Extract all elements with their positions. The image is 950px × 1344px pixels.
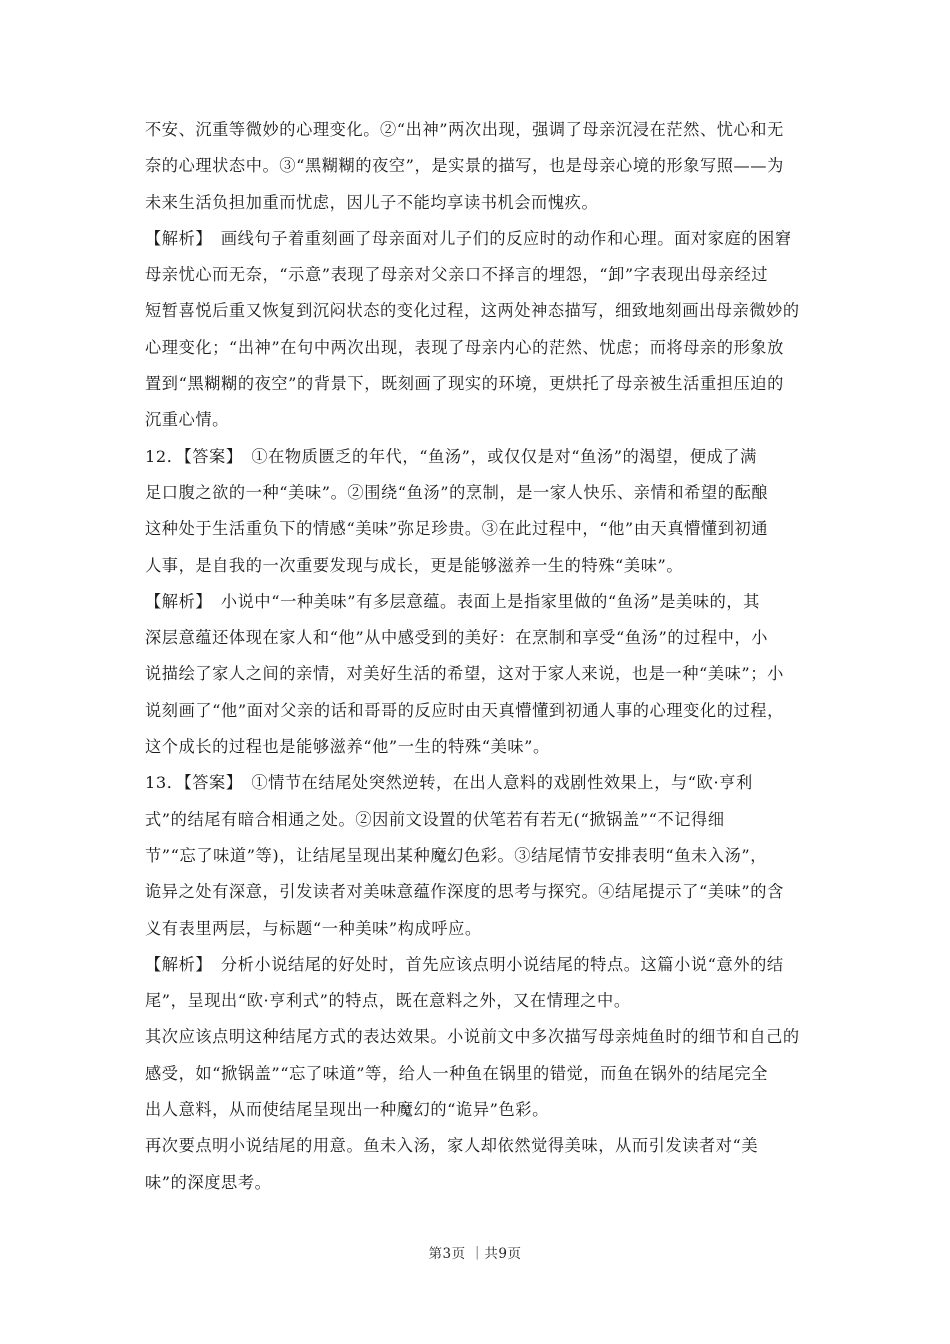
text-line: 【解析】 画线句子着重刻画了母亲面对儿子们的反应时的动作和心理。面对家庭的困窘 bbox=[145, 228, 792, 248]
text-line: 味”的深度思考。 bbox=[145, 1172, 272, 1192]
text-line: 人事，是自我的一次重要发现与成长，更是能够滋养一生的特殊“美味”。 bbox=[145, 555, 684, 575]
text-line: 诡异之处有深意，引发读者对美味意蕴作深度的思考与探究。④结尾提示了“美味”的含 bbox=[145, 882, 784, 902]
text-line: 这种处于生活重负下的情感“美味”弥足珍贵。③在此过程中，“他”由天真懵懂到初通 bbox=[145, 519, 769, 539]
text-line: 义有表里两层，与标题“一种美味”构成呼应。 bbox=[145, 918, 482, 938]
text-line: 深层意蕴还体现在家人和“他”从中感受到的美好：在烹制和享受“鱼汤”的过程中，小 bbox=[145, 628, 769, 648]
text-line: 尾”，呈现出“欧·亨利式”的特点，既在意料之外，又在情理之中。 bbox=[145, 991, 631, 1011]
text-line: 母亲忧心而无奈，“示意”表现了母亲对父亲口不择言的埋怨，“卸”字表现出母亲经过 bbox=[145, 265, 769, 285]
text-line: 沉重心情。 bbox=[145, 410, 229, 430]
text-line: 式”的结尾有暗合相通之处。②因前文设置的伏笔若有若无(“掀锅盖”“不记得细 bbox=[145, 809, 725, 829]
page-number: 第3页 ｜共9页 bbox=[428, 1246, 522, 1262]
text-line: 置到“黑糊糊的夜空”的背景下，既刻画了现实的环境，更烘托了母亲被生活重担压迫的 bbox=[145, 374, 784, 394]
text-line: 这个成长的过程也是能够滋养“他”一生的特殊“美味”。 bbox=[145, 737, 550, 757]
text-line: 短暂喜悦后重又恢复到沉闷状态的变化过程，这两处神态描写，细致地刻画出母亲微妙的 bbox=[145, 301, 800, 321]
text-line: 未来生活负担加重而忧虑，因儿子不能均享读书机会而愧疚。 bbox=[145, 192, 599, 212]
text-line: 出人意料，从而使结尾呈现出一种魔幻的“诡异”色彩。 bbox=[145, 1100, 549, 1120]
text-line: 再次要点明小说结尾的用意。鱼未入汤，家人却依然觉得美味，从而引发读者对“美 bbox=[145, 1136, 759, 1156]
text-line: 感受，如“掀锅盖”“忘了味道”等，给人一种鱼在锅里的错觉，而鱼在锅外的结尾完全 bbox=[145, 1063, 769, 1083]
text-line: 其次应该点明这种结尾方式的表达效果。小说前文中多次描写母亲炖鱼时的细节和自己的 bbox=[145, 1027, 800, 1047]
answer-text-body bbox=[145, 112, 810, 1201]
text-line: 奈的心理状态中。③“黑糊糊的夜空”，是实景的描写，也是母亲心境的形象写照——为 bbox=[145, 156, 784, 176]
text-line: 【解析】 分析小说结尾的好处时，首先应该点明小说结尾的特点。这篇小说“意外的结 bbox=[145, 954, 784, 974]
text-line: 足口腹之欲的一种“美味”。②围绕“鱼汤”的烹制，是一家人快乐、亲情和希望的酝酿 bbox=[145, 482, 769, 502]
text-line: 节”“忘了味道”等)，让结尾呈现出某种魔幻色彩。③结尾情节安排表明“鱼未入汤”， bbox=[145, 845, 768, 865]
text-line: 心理变化；“出神”在句中两次出现，表现了母亲内心的茫然、忧虑；而将母亲的形象放 bbox=[145, 337, 784, 357]
text-line: 【解析】 小说中“一种美味”有多层意蕴。表面上是指家里做的“鱼汤”是美味的，其 bbox=[145, 591, 760, 611]
text-line: 不安、沉重等微妙的心理变化。②“出神”两次出现，强调了母亲沉浸在茫然、忧心和无 bbox=[145, 120, 784, 139]
page-footer bbox=[0, 1242, 950, 1262]
text-line: 13．【答案】 ①情节在结尾处突然逆转，在出人意料的戏剧性效果上，与“欧·亨利 bbox=[145, 773, 753, 793]
text-line: 说描绘了家人之间的亲情，对美好生活的希望，这对于家人来说，也是一种“美味”；小 bbox=[145, 664, 784, 684]
text-line: 说刻画了“他”面对父亲的话和哥哥的反应时由天真懵懂到初通人事的心理变化的过程， bbox=[145, 700, 784, 720]
text-line: 12．【答案】 ①在物质匮乏的年代，“鱼汤”，或仅仅是对“鱼汤”的渴望，便成了满 bbox=[145, 446, 757, 466]
